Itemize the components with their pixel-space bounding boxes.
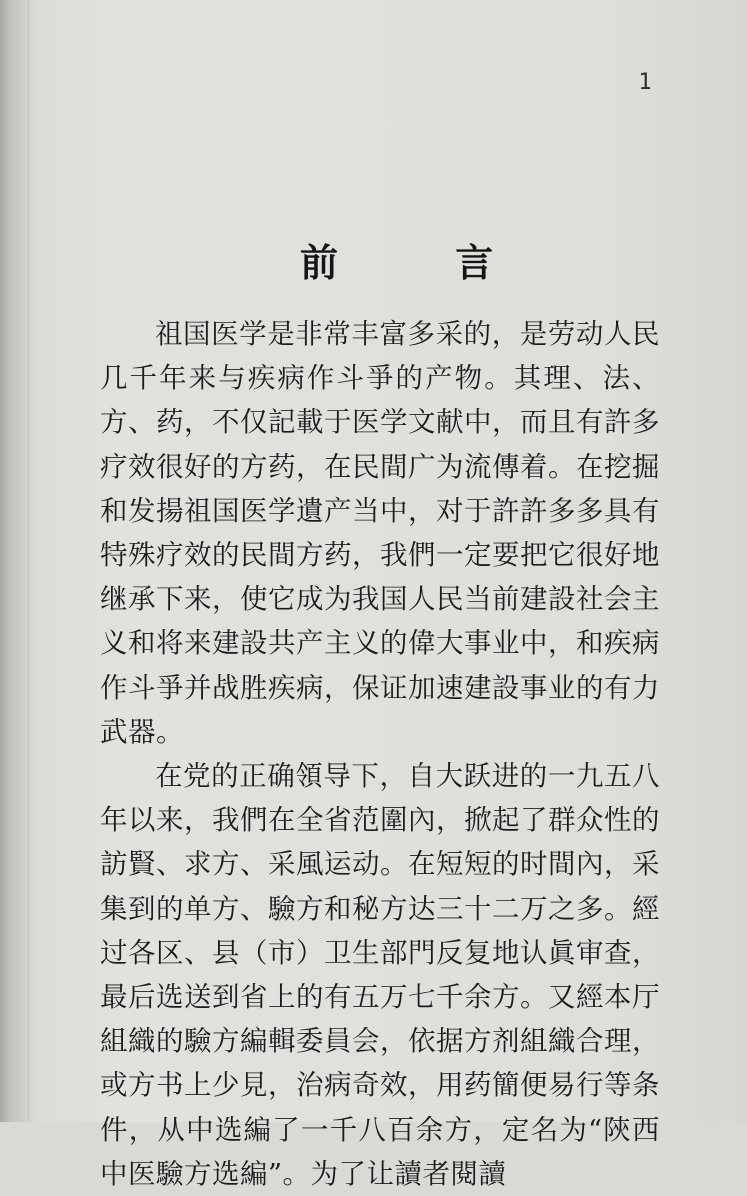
page-title: 前 言 xyxy=(300,240,546,285)
page-number: 1 xyxy=(638,70,652,95)
page-binding-edge xyxy=(0,0,29,1122)
preface-body xyxy=(100,312,660,1196)
paragraph: 在党的正确領导下，自大跃进的一九五八年以来，我們在全省范圍內，掀起了群众性的訪賢、求方、采風运动。在短短的时間內，采集到的单方、驗方和秘方达三十二万之多。經过各区、县（市）卫生部門反复地认眞审查，最后选送到省上的有五万七千余方。又經本厅組織的驗方編輯委員会，依据方剂組織合理，或方书上少見，治病奇效，用药簡便易行等条件，从中选編了一千八百余方，定名为“陝西中医驗方选編”。为了让讀者閱讀 xyxy=(100,760,660,1190)
paragraph: 祖国医学是非常丰富多采的，是劳动人民几千年来与疾病作斗爭的产物。其理、法、方、药，不仅記載于医学文献中，而且有許多疗效很好的方药，在民間广为流傳着。在挖掘和发揚祖国医学遺产当中，对于許許多多具有特殊疗效的民間方药，我們一定要把它很好地继承下来，使它成为我国人民当前建設社会主义和将来建設共产主义的偉大事业中，和疾病作斗爭并战胜疾病，保证加速建設事业的有力武器。 xyxy=(100,318,660,748)
